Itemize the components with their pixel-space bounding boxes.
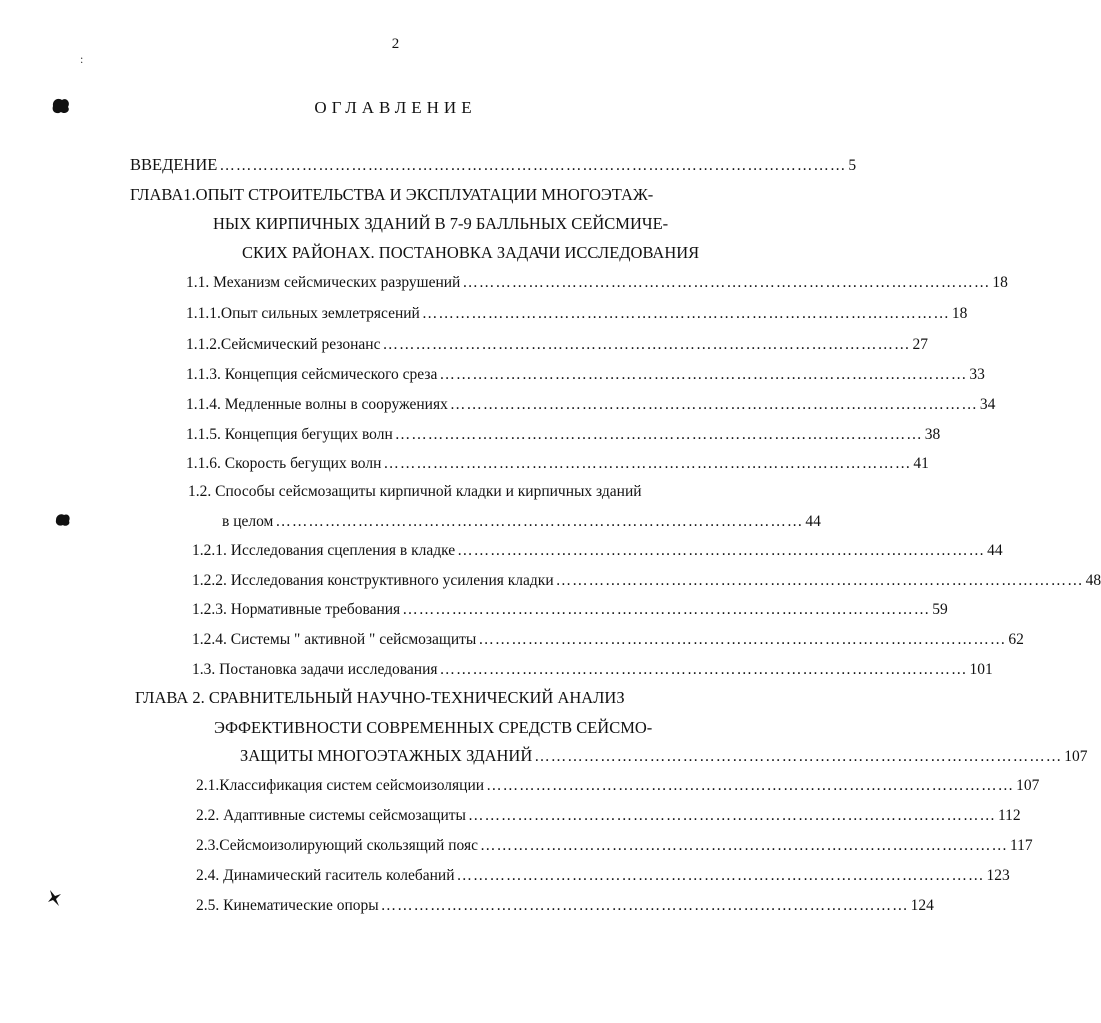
dot-leader: …………………………………………………………………………………… xyxy=(479,837,1008,854)
toc-entry-text: 1.2.2. Исследования конструктивного усиления кладки xyxy=(192,572,554,589)
toc-entry-page: 5 xyxy=(848,157,857,174)
toc-entry-page: 27 xyxy=(912,336,928,353)
toc-entry-2-2 xyxy=(196,807,1021,825)
dot-leader: …………………………………………………………………………………… xyxy=(467,807,996,824)
toc-entry-page: 44 xyxy=(805,513,821,530)
ink-blot-2 xyxy=(54,512,72,528)
page-number: 2 xyxy=(391,36,400,52)
toc-entry-text: в целом xyxy=(222,513,274,530)
toc-entry-1-2-1 xyxy=(192,542,1003,560)
dot-leader: …………………………………………………………………………………… xyxy=(275,513,804,530)
toc-entry-text: 1.1.4. Медленные волны в сооружениях xyxy=(186,396,448,413)
dot-leader: …………………………………………………………………………………… xyxy=(421,305,950,322)
toc-entry-page: 18 xyxy=(951,305,968,322)
toc-entry-text: 2.3.Сейсмоизолирующий скользящий пояс xyxy=(196,837,478,854)
toc-entry-page: 38 xyxy=(924,426,941,443)
dot-leader: …………………………………………………………………………………… xyxy=(456,867,985,884)
dot-leader: …………………………………………………………………………………… xyxy=(555,572,1084,589)
dot-leader: …………………………………………………………………………………… xyxy=(380,897,909,914)
toc-entry-page: 62 xyxy=(1008,631,1024,648)
toc-entry-page: 34 xyxy=(979,396,996,413)
toc-entry-text: 1.1. Механизм сейсмических разрушений xyxy=(186,274,461,291)
toc-entry-page: 44 xyxy=(987,542,1003,559)
toc-entry-page: 107 xyxy=(1064,748,1088,765)
toc-entry-page: 59 xyxy=(932,601,948,618)
toc-entry-1-3 xyxy=(192,661,993,679)
toc-entry-1-1-3 xyxy=(186,366,985,384)
dot-leader: …………………………………………………………………………………… xyxy=(457,542,986,559)
toc-entry-page: 41 xyxy=(913,455,929,472)
toc-entry-text: 1.2.4. Системы " активной " сейсмозащиты xyxy=(192,631,477,648)
chapter-2-heading-line-2: ЭФФЕКТИВНОСТИ СОВРЕМЕННЫХ СРЕДСТВ СЕЙСМО- xyxy=(214,718,653,737)
toc-entry-1-1 xyxy=(186,274,1008,292)
dot-leader: …………………………………………………………………………………… xyxy=(394,426,923,443)
toc-entry-text: 2.2. Адаптивные системы сейсмозащиты xyxy=(196,807,466,824)
dot-leader: …………………………………………………………………………………… xyxy=(439,366,968,383)
toc-entry-text: 2.1.Классификация систем сейсмоизоляции xyxy=(196,777,485,794)
toc-entry-text: 1.3. Постановка задачи исследования xyxy=(192,661,438,678)
toc-entry-1-2-2 xyxy=(192,572,1101,590)
dot-leader: …………………………………………………………………………………… xyxy=(439,661,968,678)
toc-entry-1-2-4 xyxy=(192,631,1024,649)
dot-leader: …………………………………………………………………………………………………… xyxy=(219,157,847,174)
toc-entry-1-1-5 xyxy=(186,426,941,444)
toc-entry-text: 1.1.6. Скорость бегущих волн xyxy=(186,455,382,472)
chapter-1-heading-line-1: ГЛАВА1.ОПЫТ СТРОИТЕЛЬСТВА И ЭКСПЛУАТАЦИИ МНОГОЭТАЖ- xyxy=(130,185,654,204)
toc-entry-page: 107 xyxy=(1016,777,1040,794)
toc-entry-1-1-4 xyxy=(186,396,996,414)
toc-entry-page: 48 xyxy=(1085,572,1101,589)
toc-entry-page: 124 xyxy=(910,897,934,914)
toc-entry-text: 1.1.5. Концепция бегущих волн xyxy=(186,426,393,443)
toc-entry-text: ЗАЩИТЫ МНОГОЭТАЖНЫХ ЗДАНИЙ xyxy=(240,746,533,765)
toc-entry-text: 1.1.3. Концепция сейсмического среза xyxy=(186,366,438,383)
toc-entry-text: ВВЕДЕНИЕ xyxy=(130,155,218,174)
toc-title: ОГЛАВЛЕНИЕ xyxy=(314,98,477,117)
toc-entry-page: 123 xyxy=(986,867,1010,884)
toc-entry-page: 33 xyxy=(969,366,985,383)
toc-entry-1-2-3 xyxy=(192,601,948,619)
toc-entry-2-3 xyxy=(196,837,1033,855)
toc-entry-1-1-6 xyxy=(186,455,929,473)
dot-leader: …………………………………………………………………………………… xyxy=(449,396,978,413)
ink-blot-3 xyxy=(46,888,64,908)
dot-leader: …………………………………………………………………………………… xyxy=(382,336,911,353)
dot-leader: …………………………………………………………………………………… xyxy=(478,631,1007,648)
toc-entry-chapter-2 xyxy=(240,746,1088,766)
chapter-1-heading-line-3: СКИХ РАЙОНАХ. ПОСТАНОВКА ЗАДАЧИ ИССЛЕДОВАНИЯ xyxy=(242,243,700,262)
toc-entry-2-4 xyxy=(196,867,1010,885)
toc-entry-1-2-line-1: 1.2. Способы сейсмозащиты кирпичной кладки и кирпичных зданий xyxy=(188,483,642,500)
dot-leader: …………………………………………………………………………………… xyxy=(383,455,912,472)
toc-entry-2-1 xyxy=(196,777,1040,795)
toc-entry-1-1-2 xyxy=(186,336,928,354)
toc-entry-1-2 xyxy=(222,513,821,531)
toc-entry-page: 18 xyxy=(992,274,1008,291)
toc-entry-text: 1.1.1.Опыт сильных землетрясений xyxy=(186,305,420,322)
chapter-1-heading-line-2: НЫХ КИРПИЧНЫХ ЗДАНИЙ В 7-9 БАЛЛЬНЫХ СЕЙСМИЧЕ- xyxy=(213,214,669,233)
toc-entry-page: 101 xyxy=(969,661,993,678)
toc-entry-page: 117 xyxy=(1009,837,1033,854)
dot-leader: …………………………………………………………………………………… xyxy=(534,748,1063,765)
dot-leader: …………………………………………………………………………………… xyxy=(486,777,1015,794)
toc-entry-1-1-1 xyxy=(186,305,968,323)
toc-entry-text: 1.1.2.Сейсмический резонанс xyxy=(186,336,381,353)
toc-entry-text: 2.4. Динамический гаситель колебаний xyxy=(196,867,455,884)
toc-entry-introduction xyxy=(130,155,857,175)
stray-mark: : xyxy=(80,52,84,66)
toc-entry-2-5 xyxy=(196,897,934,915)
dot-leader: …………………………………………………………………………………… xyxy=(462,274,991,291)
toc-entry-text: 1.2.3. Нормативные требования xyxy=(192,601,401,618)
dot-leader: …………………………………………………………………………………… xyxy=(402,601,931,618)
toc-entry-text: 1.2.1. Исследования сцепления в кладке xyxy=(192,542,456,559)
chapter-2-heading-line-1: ГЛАВА 2. СРАВНИТЕЛЬНЫЙ НАУЧНО-ТЕХНИЧЕСКИЙ АНАЛИЗ xyxy=(135,688,625,707)
toc-entry-text: 2.5. Кинематические опоры xyxy=(196,897,379,914)
toc-entry-page: 112 xyxy=(997,807,1021,824)
